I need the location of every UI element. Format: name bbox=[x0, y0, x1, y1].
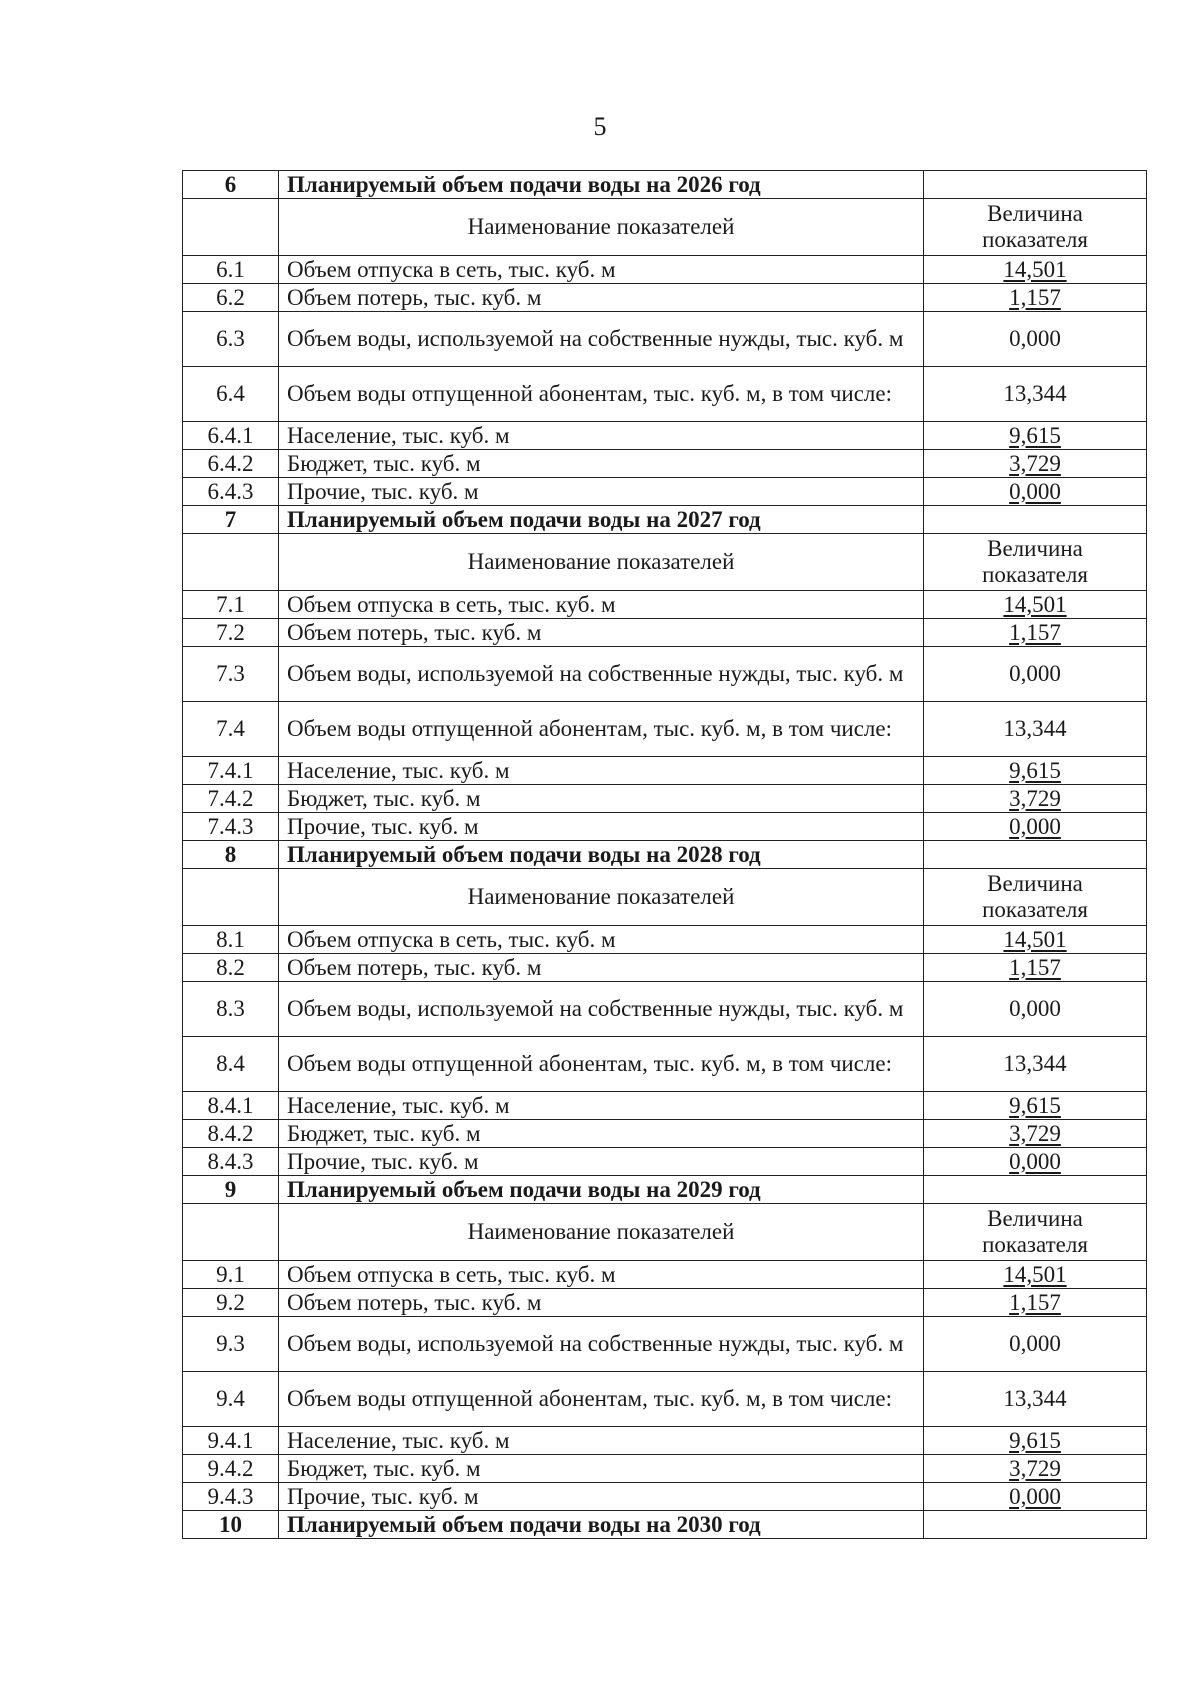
indicator-value bbox=[924, 284, 1147, 312]
indicator-value bbox=[924, 1317, 1147, 1372]
table-row bbox=[183, 1037, 1147, 1092]
indicator-value bbox=[924, 1120, 1147, 1148]
row-number: 9.2 bbox=[183, 1289, 279, 1317]
indicator-value-text: 14,501 bbox=[1003, 591, 1067, 617]
header-empty-cell bbox=[183, 199, 279, 256]
water-supply-plan-table bbox=[182, 170, 1147, 1539]
indicator-value-text: 9,615 bbox=[1009, 422, 1061, 448]
row-number: 8.4 bbox=[183, 1037, 279, 1092]
indicator-value bbox=[924, 1427, 1147, 1455]
indicator-value-text: 13,344 bbox=[1003, 1386, 1067, 1411]
row-number: 7.4 bbox=[183, 702, 279, 757]
section-number: 7 bbox=[183, 506, 279, 534]
row-number: 8.3 bbox=[183, 982, 279, 1037]
section-8-title-row bbox=[183, 841, 1147, 869]
section-title: Планируемый объем подачи воды на 2026 год bbox=[279, 171, 924, 199]
indicator-value-text: 0,000 bbox=[1009, 478, 1061, 504]
row-number: 6.4.3 bbox=[183, 478, 279, 506]
indicator-name: Население, тыс. куб. м bbox=[279, 1092, 924, 1120]
row-number: 6.3 bbox=[183, 312, 279, 367]
row-number: 9.1 bbox=[183, 1261, 279, 1289]
indicator-value-text: 1,157 bbox=[1009, 954, 1061, 980]
section-7-title-row bbox=[183, 506, 1147, 534]
indicator-value bbox=[924, 422, 1147, 450]
row-number: 6.1 bbox=[183, 256, 279, 284]
row-number: 9.4.3 bbox=[183, 1483, 279, 1511]
section-empty-cell bbox=[924, 171, 1147, 199]
column-header-value: Величина показателя bbox=[924, 869, 1147, 926]
indicator-value-text: 1,157 bbox=[1009, 1289, 1061, 1315]
section-6-title-row bbox=[183, 171, 1147, 199]
table-row bbox=[183, 591, 1147, 619]
table-row bbox=[183, 954, 1147, 982]
indicator-value-text: 9,615 bbox=[1009, 1092, 1061, 1118]
indicator-name: Прочие, тыс. куб. м bbox=[279, 1148, 924, 1176]
section-8-column-header-row bbox=[183, 869, 1147, 926]
indicator-name: Бюджет, тыс. куб. м bbox=[279, 1120, 924, 1148]
indicator-value-text: 1,157 bbox=[1009, 619, 1061, 645]
section-number: 6 bbox=[183, 171, 279, 199]
indicator-value-text: 0,000 bbox=[1009, 996, 1061, 1021]
section-number: 8 bbox=[183, 841, 279, 869]
table-row bbox=[183, 1261, 1147, 1289]
indicator-value-text: 3,729 bbox=[1009, 1120, 1061, 1146]
indicator-name: Население, тыс. куб. м bbox=[279, 422, 924, 450]
indicator-name: Объем воды, используемой на собственные нужды, тыс. куб. м bbox=[279, 982, 924, 1037]
indicator-value bbox=[924, 647, 1147, 702]
page-number: 5 bbox=[593, 112, 607, 141]
indicator-name: Объем отпуска в сеть, тыс. куб. м bbox=[279, 256, 924, 284]
indicator-value-text: 9,615 bbox=[1009, 757, 1061, 783]
table-row bbox=[183, 702, 1147, 757]
indicator-value-text: 0,000 bbox=[1009, 1483, 1061, 1509]
indicator-value bbox=[924, 1148, 1147, 1176]
indicator-value-text: 0,000 bbox=[1009, 661, 1061, 686]
column-header-value: Величина показателя bbox=[924, 1204, 1147, 1261]
row-number: 9.4.1 bbox=[183, 1427, 279, 1455]
indicator-name: Объем потерь, тыс. куб. м bbox=[279, 619, 924, 647]
indicator-value bbox=[924, 1483, 1147, 1511]
row-number: 9.4.2 bbox=[183, 1455, 279, 1483]
indicator-value bbox=[924, 312, 1147, 367]
section-10-title-row bbox=[183, 1511, 1147, 1539]
indicator-value-text: 13,344 bbox=[1003, 1051, 1067, 1076]
table-row bbox=[183, 1372, 1147, 1427]
section-6-column-header-row bbox=[183, 199, 1147, 256]
indicator-value bbox=[924, 1372, 1147, 1427]
table-row bbox=[183, 785, 1147, 813]
table-row bbox=[183, 1092, 1147, 1120]
column-header-name: Наименование показателей bbox=[279, 1204, 924, 1261]
indicator-value bbox=[924, 1037, 1147, 1092]
indicator-value bbox=[924, 1455, 1147, 1483]
table-row bbox=[183, 1148, 1147, 1176]
table-row bbox=[183, 256, 1147, 284]
indicator-name: Объем отпуска в сеть, тыс. куб. м bbox=[279, 926, 924, 954]
indicator-value-text: 0,000 bbox=[1009, 326, 1061, 351]
indicator-value bbox=[924, 1289, 1147, 1317]
row-number: 6.2 bbox=[183, 284, 279, 312]
header-empty-cell bbox=[183, 1204, 279, 1261]
column-header-value: Величина показателя bbox=[924, 534, 1147, 591]
table-row bbox=[183, 1120, 1147, 1148]
section-number: 10 bbox=[183, 1511, 279, 1539]
row-number: 8.4.2 bbox=[183, 1120, 279, 1148]
indicator-name: Объем воды отпущенной абонентам, тыс. куб. м, в том числе: bbox=[279, 367, 924, 422]
indicator-name: Объем воды отпущенной абонентам, тыс. куб. м, в том числе: bbox=[279, 702, 924, 757]
table-row bbox=[183, 312, 1147, 367]
indicator-name: Объем отпуска в сеть, тыс. куб. м bbox=[279, 1261, 924, 1289]
indicator-name: Объем воды, используемой на собственные нужды, тыс. куб. м bbox=[279, 312, 924, 367]
indicator-value-text: 3,729 bbox=[1009, 450, 1061, 476]
indicator-value-text: 0,000 bbox=[1009, 813, 1061, 839]
table-row bbox=[183, 647, 1147, 702]
header-empty-cell bbox=[183, 534, 279, 591]
indicator-name: Объем потерь, тыс. куб. м bbox=[279, 284, 924, 312]
indicator-value-text: 14,501 bbox=[1003, 926, 1067, 952]
section-title: Планируемый объем подачи воды на 2029 год bbox=[279, 1176, 924, 1204]
row-number: 7.4.1 bbox=[183, 757, 279, 785]
indicator-name: Бюджет, тыс. куб. м bbox=[279, 1455, 924, 1483]
section-title: Планируемый объем подачи воды на 2028 год bbox=[279, 841, 924, 869]
indicator-name: Прочие, тыс. куб. м bbox=[279, 478, 924, 506]
row-number: 9.3 bbox=[183, 1317, 279, 1372]
row-number: 6.4 bbox=[183, 367, 279, 422]
indicator-value-text: 14,501 bbox=[1003, 256, 1067, 282]
column-header-name: Наименование показателей bbox=[279, 199, 924, 256]
row-number: 7.4.2 bbox=[183, 785, 279, 813]
indicator-value bbox=[924, 1261, 1147, 1289]
table-row bbox=[183, 1317, 1147, 1372]
row-number: 7.4.3 bbox=[183, 813, 279, 841]
indicator-value-text: 3,729 bbox=[1009, 785, 1061, 811]
indicator-name: Объем потерь, тыс. куб. м bbox=[279, 1289, 924, 1317]
column-header-name: Наименование показателей bbox=[279, 869, 924, 926]
table-row bbox=[183, 1455, 1147, 1483]
row-number: 8.4.1 bbox=[183, 1092, 279, 1120]
section-title: Планируемый объем подачи воды на 2030 год bbox=[279, 1511, 924, 1539]
indicator-value-text: 0,000 bbox=[1009, 1331, 1061, 1356]
indicator-value bbox=[924, 478, 1147, 506]
indicator-value bbox=[924, 954, 1147, 982]
indicator-name: Бюджет, тыс. куб. м bbox=[279, 785, 924, 813]
table-row bbox=[183, 757, 1147, 785]
row-number: 6.4.1 bbox=[183, 422, 279, 450]
row-number: 8.2 bbox=[183, 954, 279, 982]
indicator-name: Прочие, тыс. куб. м bbox=[279, 813, 924, 841]
table-row bbox=[183, 450, 1147, 478]
indicator-value bbox=[924, 757, 1147, 785]
indicator-value bbox=[924, 702, 1147, 757]
section-empty-cell bbox=[924, 1511, 1147, 1539]
indicator-value bbox=[924, 785, 1147, 813]
indicator-value-text: 9,615 bbox=[1009, 1427, 1061, 1453]
indicator-value bbox=[924, 926, 1147, 954]
table-row bbox=[183, 478, 1147, 506]
row-number: 9.4 bbox=[183, 1372, 279, 1427]
indicator-value-text: 13,344 bbox=[1003, 381, 1067, 406]
indicator-value bbox=[924, 367, 1147, 422]
indicator-value-text: 3,729 bbox=[1009, 1455, 1061, 1481]
indicator-value bbox=[924, 1092, 1147, 1120]
column-header-value: Величина показателя bbox=[924, 199, 1147, 256]
row-number: 6.4.2 bbox=[183, 450, 279, 478]
row-number: 8.4.3 bbox=[183, 1148, 279, 1176]
row-number: 7.1 bbox=[183, 591, 279, 619]
indicator-name: Объем воды отпущенной абонентам, тыс. куб. м, в том числе: bbox=[279, 1037, 924, 1092]
section-title: Планируемый объем подачи воды на 2027 год bbox=[279, 506, 924, 534]
indicator-value bbox=[924, 256, 1147, 284]
table-row bbox=[183, 926, 1147, 954]
indicator-value bbox=[924, 982, 1147, 1037]
indicator-name: Население, тыс. куб. м bbox=[279, 757, 924, 785]
row-number: 7.3 bbox=[183, 647, 279, 702]
table-row bbox=[183, 284, 1147, 312]
table-row bbox=[183, 367, 1147, 422]
table-row bbox=[183, 422, 1147, 450]
indicator-value bbox=[924, 450, 1147, 478]
section-9-column-header-row bbox=[183, 1204, 1147, 1261]
indicator-name: Объем потерь, тыс. куб. м bbox=[279, 954, 924, 982]
table-row bbox=[183, 982, 1147, 1037]
indicator-name: Население, тыс. куб. м bbox=[279, 1427, 924, 1455]
indicator-name: Объем воды отпущенной абонентам, тыс. куб. м, в том числе: bbox=[279, 1372, 924, 1427]
row-number: 7.2 bbox=[183, 619, 279, 647]
indicator-value bbox=[924, 813, 1147, 841]
indicator-name: Объем воды, используемой на собственные нужды, тыс. куб. м bbox=[279, 1317, 924, 1372]
table-row bbox=[183, 1427, 1147, 1455]
row-number: 8.1 bbox=[183, 926, 279, 954]
indicator-value bbox=[924, 619, 1147, 647]
section-9-title-row bbox=[183, 1176, 1147, 1204]
table-row bbox=[183, 1483, 1147, 1511]
indicator-name: Объем воды, используемой на собственные нужды, тыс. куб. м bbox=[279, 647, 924, 702]
indicator-value-text: 0,000 bbox=[1009, 1148, 1061, 1174]
section-empty-cell bbox=[924, 1176, 1147, 1204]
section-number: 9 bbox=[183, 1176, 279, 1204]
table-row bbox=[183, 813, 1147, 841]
section-empty-cell bbox=[924, 841, 1147, 869]
indicator-name: Бюджет, тыс. куб. м bbox=[279, 450, 924, 478]
section-empty-cell bbox=[924, 506, 1147, 534]
indicator-value-text: 14,501 bbox=[1003, 1261, 1067, 1287]
column-header-name: Наименование показателей bbox=[279, 534, 924, 591]
indicator-value bbox=[924, 591, 1147, 619]
indicator-value-text: 13,344 bbox=[1003, 716, 1067, 741]
header-empty-cell bbox=[183, 869, 279, 926]
section-7-column-header-row bbox=[183, 534, 1147, 591]
indicator-name: Объем отпуска в сеть, тыс. куб. м bbox=[279, 591, 924, 619]
indicator-value-text: 1,157 bbox=[1009, 284, 1061, 310]
indicator-name: Прочие, тыс. куб. м bbox=[279, 1483, 924, 1511]
table-row bbox=[183, 619, 1147, 647]
table-row bbox=[183, 1289, 1147, 1317]
